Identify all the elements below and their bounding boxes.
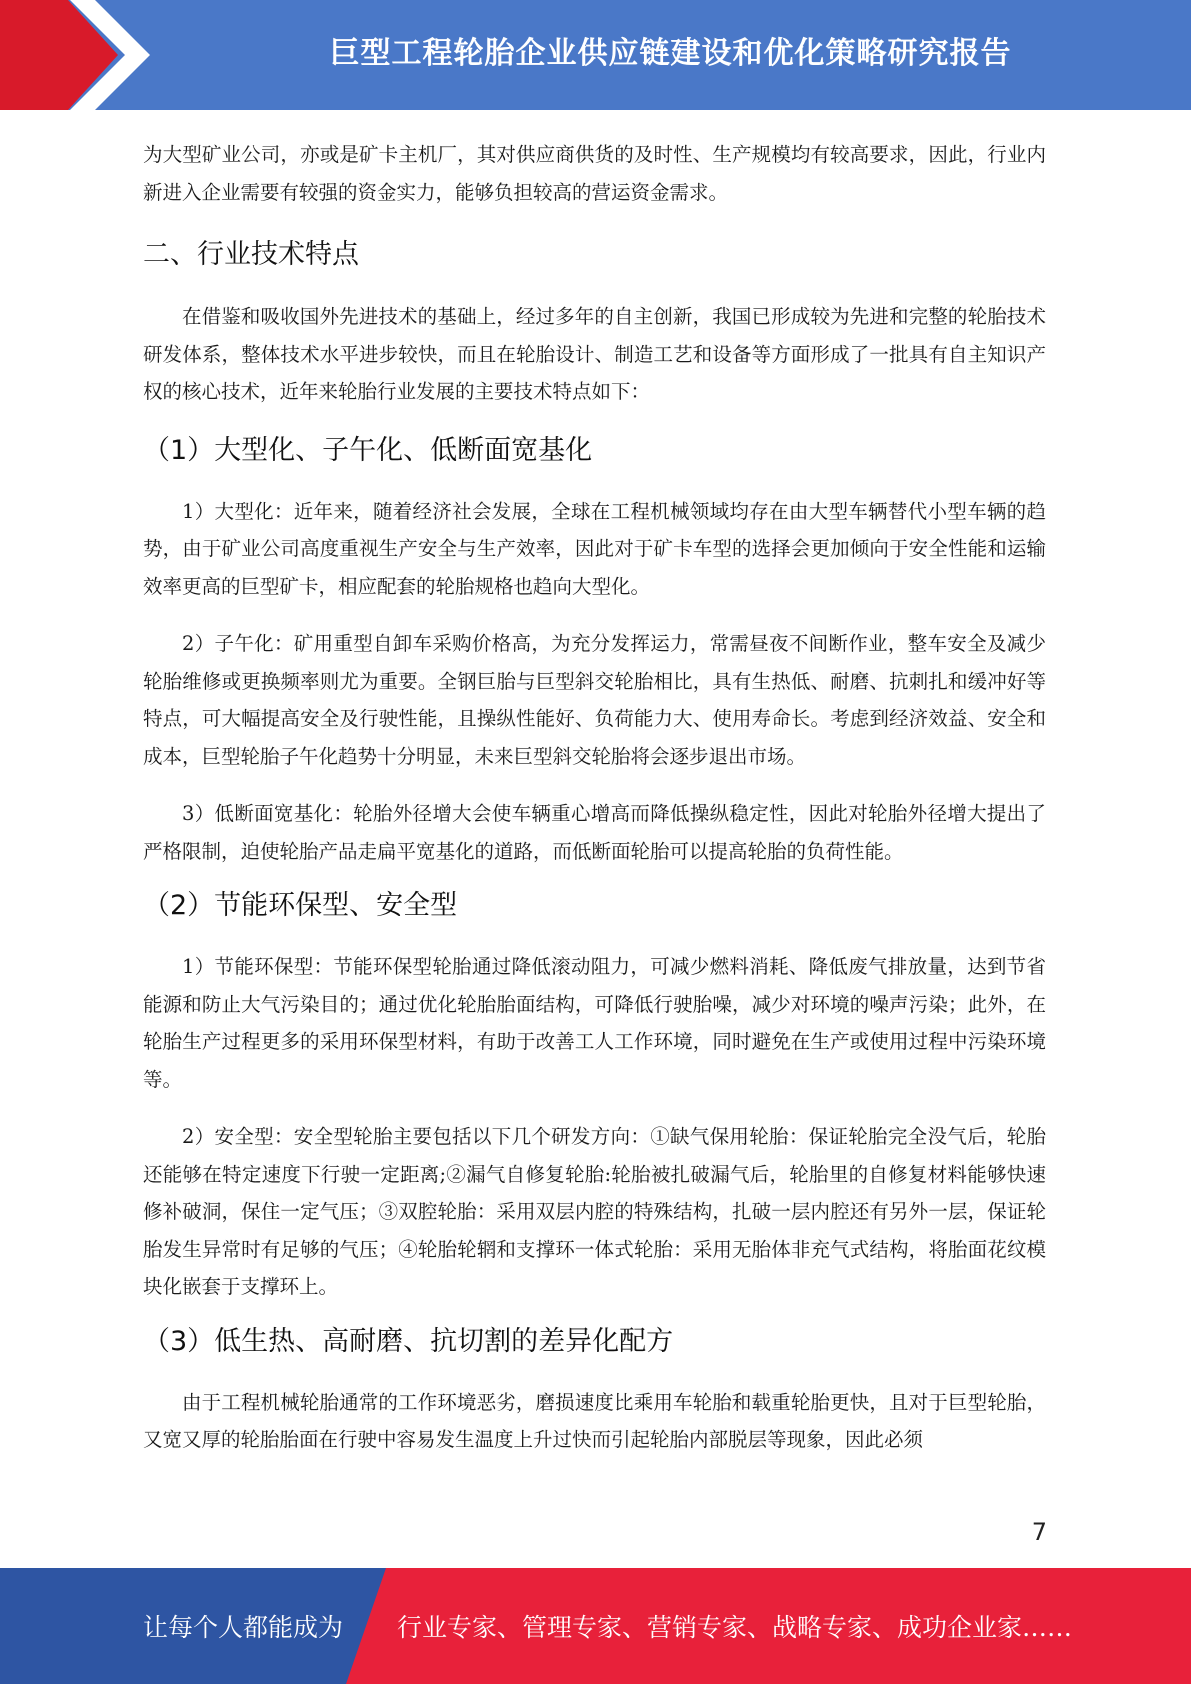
subsection-2-paragraph-1: 1）节能环保型：节能环保型轮胎通过降低滚动阻力，可减少燃料消耗、降低废气排放量，达到节省能源和防止大气污染目的；通过优化轮胎胎面结构，可降低行驶胎噪，减少对环境的噪声污染；此外，在轮胎生产过程更多的采用环保型材料，有助于改善工人工作环境，同时避免在生产或使用过程中污染环境等。: [143, 955, 1046, 1091]
footer-slogan-right: 行业专家、管理专家、营销专家、战略专家、成功企业家……: [397, 1613, 1073, 1642]
subsection-1-paragraph-1: 1）大型化：近年来，随着经济社会发展，全球在工程机械领域均存在由大型车辆替代小型车辆的趋势，由于矿业公司高度重视生产安全与生产效率，因此对于矿卡车型的选择会更加倾向于安全性能和运输效率更高的巨型矿卡，相应配套的轮胎规格也趋向大型化。: [143, 499, 1046, 598]
subsection-2-paragraph-2: 2）安全型：安全型轮胎主要包括以下几个研发方向：①缺气保用轮胎：保证轮胎完全没气后，轮胎还能够在特定速度下行驶一定距离;②漏气自修复轮胎:轮胎被扎破漏气后，轮胎里的自修复材料能够快速修补破洞，保住一定气压；③双腔轮胎：采用双层内腔的特殊结构，扎破一层内腔还有另外一层，保证轮胎发生异常时有足够的气压；④轮胎轮辋和支撑环一体式轮胎：采用无胎体非充气式结构，将胎面花纹模块化嵌套于支撑环上。: [143, 1125, 1046, 1298]
subsection-2-title: （2）节能环保型、安全型: [143, 890, 458, 921]
subsection-1-title: （1）大型化、子午化、低断面宽基化: [143, 434, 593, 466]
section-paragraph: 在借鉴和吸收国外先进技术的基础上，经过多年的自主创新，我国已形成较为先进和完整的轮胎技术研发体系，整体技术水平进步较快，而且在轮胎设计、制造工艺和设备等方面形成了一批具有自主知识产权的核心技术，近年来轮胎行业发展的主要技术特点如下：: [143, 305, 1046, 403]
page-number: 7: [1031, 1518, 1047, 1546]
subsection-3-title: （3）低生热、高耐磨、抗切割的差异化配方: [143, 1325, 674, 1357]
footer-slogan-left: 让每个人都能成为: [143, 1613, 344, 1642]
document-body: [143, 136, 1046, 1459]
section-title: 二、行业技术特点: [143, 239, 359, 270]
subsection-1-paragraph-3: 3）低断面宽基化：轮胎外径增大会使车辆重心增高而降低操纵稳定性，因此对轮胎外径增大提出了严格限制，迫使轮胎产品走扁平宽基化的道路，而低断面轮胎可以提高轮胎的负荷性能。: [143, 802, 1046, 863]
subsection-3-paragraph-1: 由于工程机械轮胎通常的工作环境恶劣，磨损速度比乘用车轮胎和载重轮胎更快，且对于巨型轮胎，又宽又厚的轮胎胎面在行驶中容易发生温度上升过快而引起轮胎内部脱层等现象，因此必须: [143, 1390, 1046, 1451]
footer-bar: [0, 1568, 1191, 1684]
subsection-1-paragraph-2: 2）子午化：矿用重型自卸车采购价格高，为充分发挥运力，常需昼夜不间断作业，整车安全及减少轮胎维修或更换频率则尤为重要。全钢巨胎与巨型斜交轮胎相比，具有生热低、耐磨、抗刺扎和缓冲好等特点，可大幅提高安全及行驶性能，且操纵性能好、负荷能力大、使用寿命长。考虑到经济效益、安全和成本，巨型轮胎子午化趋势十分明显，未来巨型斜交轮胎将会逐步退出市场。: [143, 632, 1046, 768]
page-header-title: 巨型工程轮胎企业供应链建设和优化策略研究报告: [329, 36, 1012, 71]
header-bar: [0, 0, 1191, 110]
intro-paragraph: 为大型矿业公司，亦或是矿卡主机厂，其对供应商供货的及时性、生产规模均有较高要求，因此，行业内新进入企业需要有较强的资金实力，能够负担较高的营运资金需求。: [143, 143, 1046, 204]
